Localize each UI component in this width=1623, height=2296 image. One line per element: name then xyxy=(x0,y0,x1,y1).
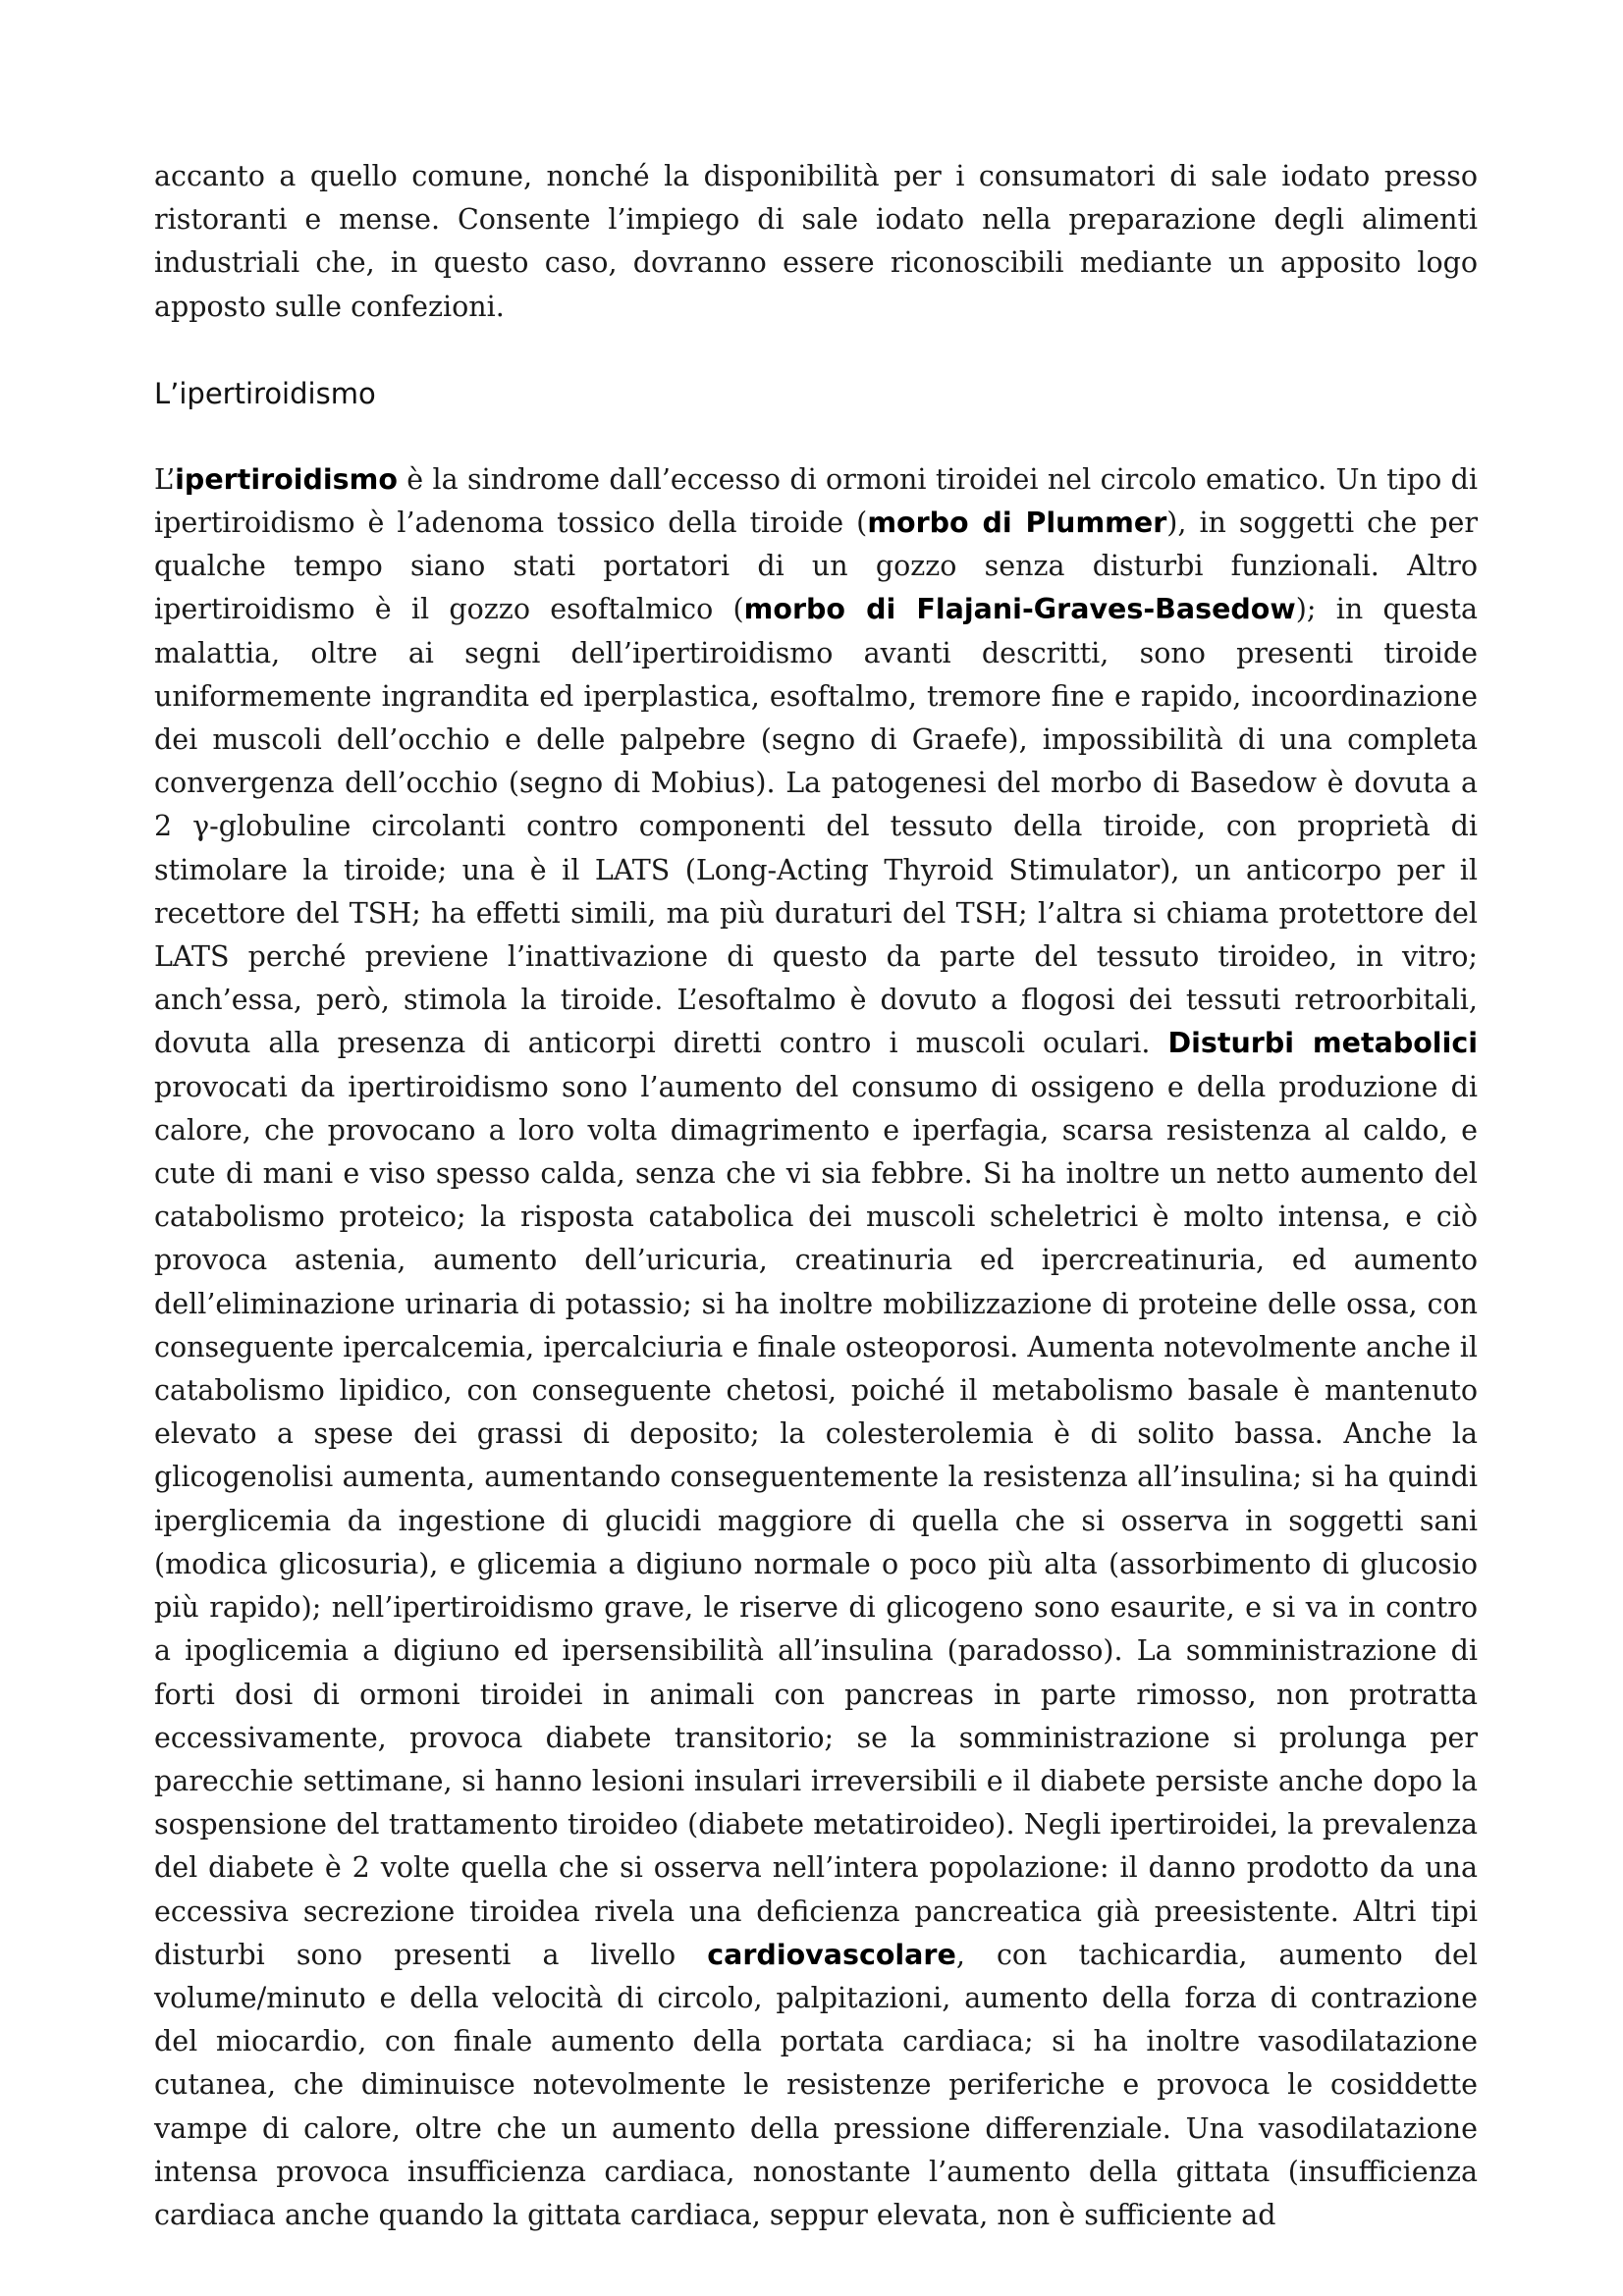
body-text-segment: , con tachicardia, aumento del volume/minuto e della velocità di circolo, palpitazioni, aumento della forza di contrazione del miocardio, con finale aumento della portata cardiaca; si ha inoltre vasodilatazione cutanea, che diminuisce notevolmente le resistenze periferiche e provoca le cosiddette vampe di calore, oltre che un aumento della pressione differenziale. Una vasodilatazione intensa provoca insufficienza cardiaca, nonostante l’aumento della gittata (insufficienza cardiaca anche quando la gittata cardiaca, seppur elevata, non è sufficiente ad xyxy=(154,1938,1478,2231)
term-ipertiroidismo: ipertiroidismo xyxy=(175,462,398,496)
term-morbo-di-plummer: morbo di Plummer xyxy=(867,507,1167,540)
term-disturbi-metabolici: Disturbi metabolici xyxy=(1167,1027,1478,1060)
term-morbo-di-basedow: morbo di Flajani-Graves-Basedow xyxy=(743,593,1296,626)
body-text-segment: ); in questa malattia, oltre ai segni dell’ipertiroidismo avanti descritti, sono presenti tiroide uniformemente ingrandita ed iperplastica, esoftalmo, tremore fine e rapido, incoordinazione dei muscoli dell’occhio e delle palpebre (segno di Graefe), impossibilità di una completa convergenza dell’occhio (segno di Mobius). La patogenesi del morbo di Basedow è dovuta a 2 γ-globuline circolanti contro componenti del tessuto della tiroide, con proprietà di stimolare la tiroide; una è il LATS (Long-Acting Thyroid Stimulator), un anticorpo per il recettore del TSH; ha effetti simili, ma più duraturi del TSH; l’altra si chiama protettore del LATS perché previene l’inattivazione di questo da parte del tessuto tiroideo, in vitro; anch’essa, però, stimola la tiroide. L’esoftalmo è dovuto a flogosi dei tessuti retroorbitali, dovuta alla presenza di anticorpi diretti contro i muscoli oculari. xyxy=(154,593,1478,1060)
intro-paragraph: accanto a quello comune, nonché la disponibilità per i consumatori di sale iodato presso ristoranti e mense. Consente l’impiego di sale iodato nella preparazione degli alimenti industriali che, in questo caso, dovranno essere riconoscibili mediante un apposito logo apposto sulle confezioni. xyxy=(154,160,1478,323)
body-text-segment: L’ xyxy=(154,462,176,496)
body-text-segment: ), in soggetti che per qualche tempo siano stati portatori di un gozzo senza disturbi funzionali. Altro ipertiroidismo è il gozzo esoftalmico ( xyxy=(154,507,1479,626)
body-paragraph xyxy=(154,458,1478,2237)
section-title: L’ipertiroidismo xyxy=(154,376,376,410)
body-text-segment: provocati da ipertiroidismo sono l’aumento del consumo di ossigeno e della produzione di calore, che provocano a loro volta dimagrimento e iperfagia, scarsa resistenza al caldo, e cute di mani e viso spesso calda, senza che vi sia febbre. Si ha inoltre un netto aumento del catabolismo proteico; la risposta catabolica dei muscoli scheletrici è molto intensa, e ciò provoca astenia, aumento dell’uricuria, creatinuria ed ipercreatinuria, ed aumento dell’eliminazione urinaria di potassio; si ha inoltre mobilizzazione di proteine delle ossa, con conseguente ipercalcemia, ipercalciuria e finale osteoporosi. Aumenta notevolmente anche il catabolismo lipidico, con conseguente chetosi, poiché il metabolismo basale è mantenuto elevato a spese dei grassi di deposito; la colesterolemia è di solito bassa. Anche la glicogenolisi aumenta, aumentando conseguentemente la resistenza all’insulina; si ha quindi iperglicemia da ingestione di glucidi maggiore di quella che si osserva in soggetti sani (modica glicosuria), e glicemia a digiuno normale o poco più alta (assorbimento di glucosio più rapido); nell’ipertiroidismo grave, le riserve di glicogeno sono esaurite, e si va in contro a ipoglicemia a digiuno ed ipersensibilità all’insulina (paradosso). La somministrazione di forti dosi di ormoni tiroidei in animali con pancreas in parte rimosso, non protratta eccessivamente, provoca diabete transitorio; se la somministrazione si prolunga per parecchie settimane, si hanno lesioni insulari irreversibili e il diabete persiste anche dopo la sospensione del trattamento tiroideo (diabete metatiroideo). Negli ipertiroidei, la prevalenza del diabete è 2 volte quella che si osserva nell’intera popolazione: il danno prodotto da una eccessiva secrezione tiroidea rivela una deficienza pancreatica già preesistente. Altri tipi disturbi sono presenti a livello xyxy=(154,1070,1478,1971)
document-page xyxy=(154,155,1478,2237)
term-cardiovascolare: cardiovascolare xyxy=(707,1938,956,1971)
body-text-segment: è la sindrome dall’eccesso di ormoni tiroidei nel circolo ematico. Un tipo di ipertiroidismo è l’adenoma tossico della tiroide ( xyxy=(154,462,1478,540)
